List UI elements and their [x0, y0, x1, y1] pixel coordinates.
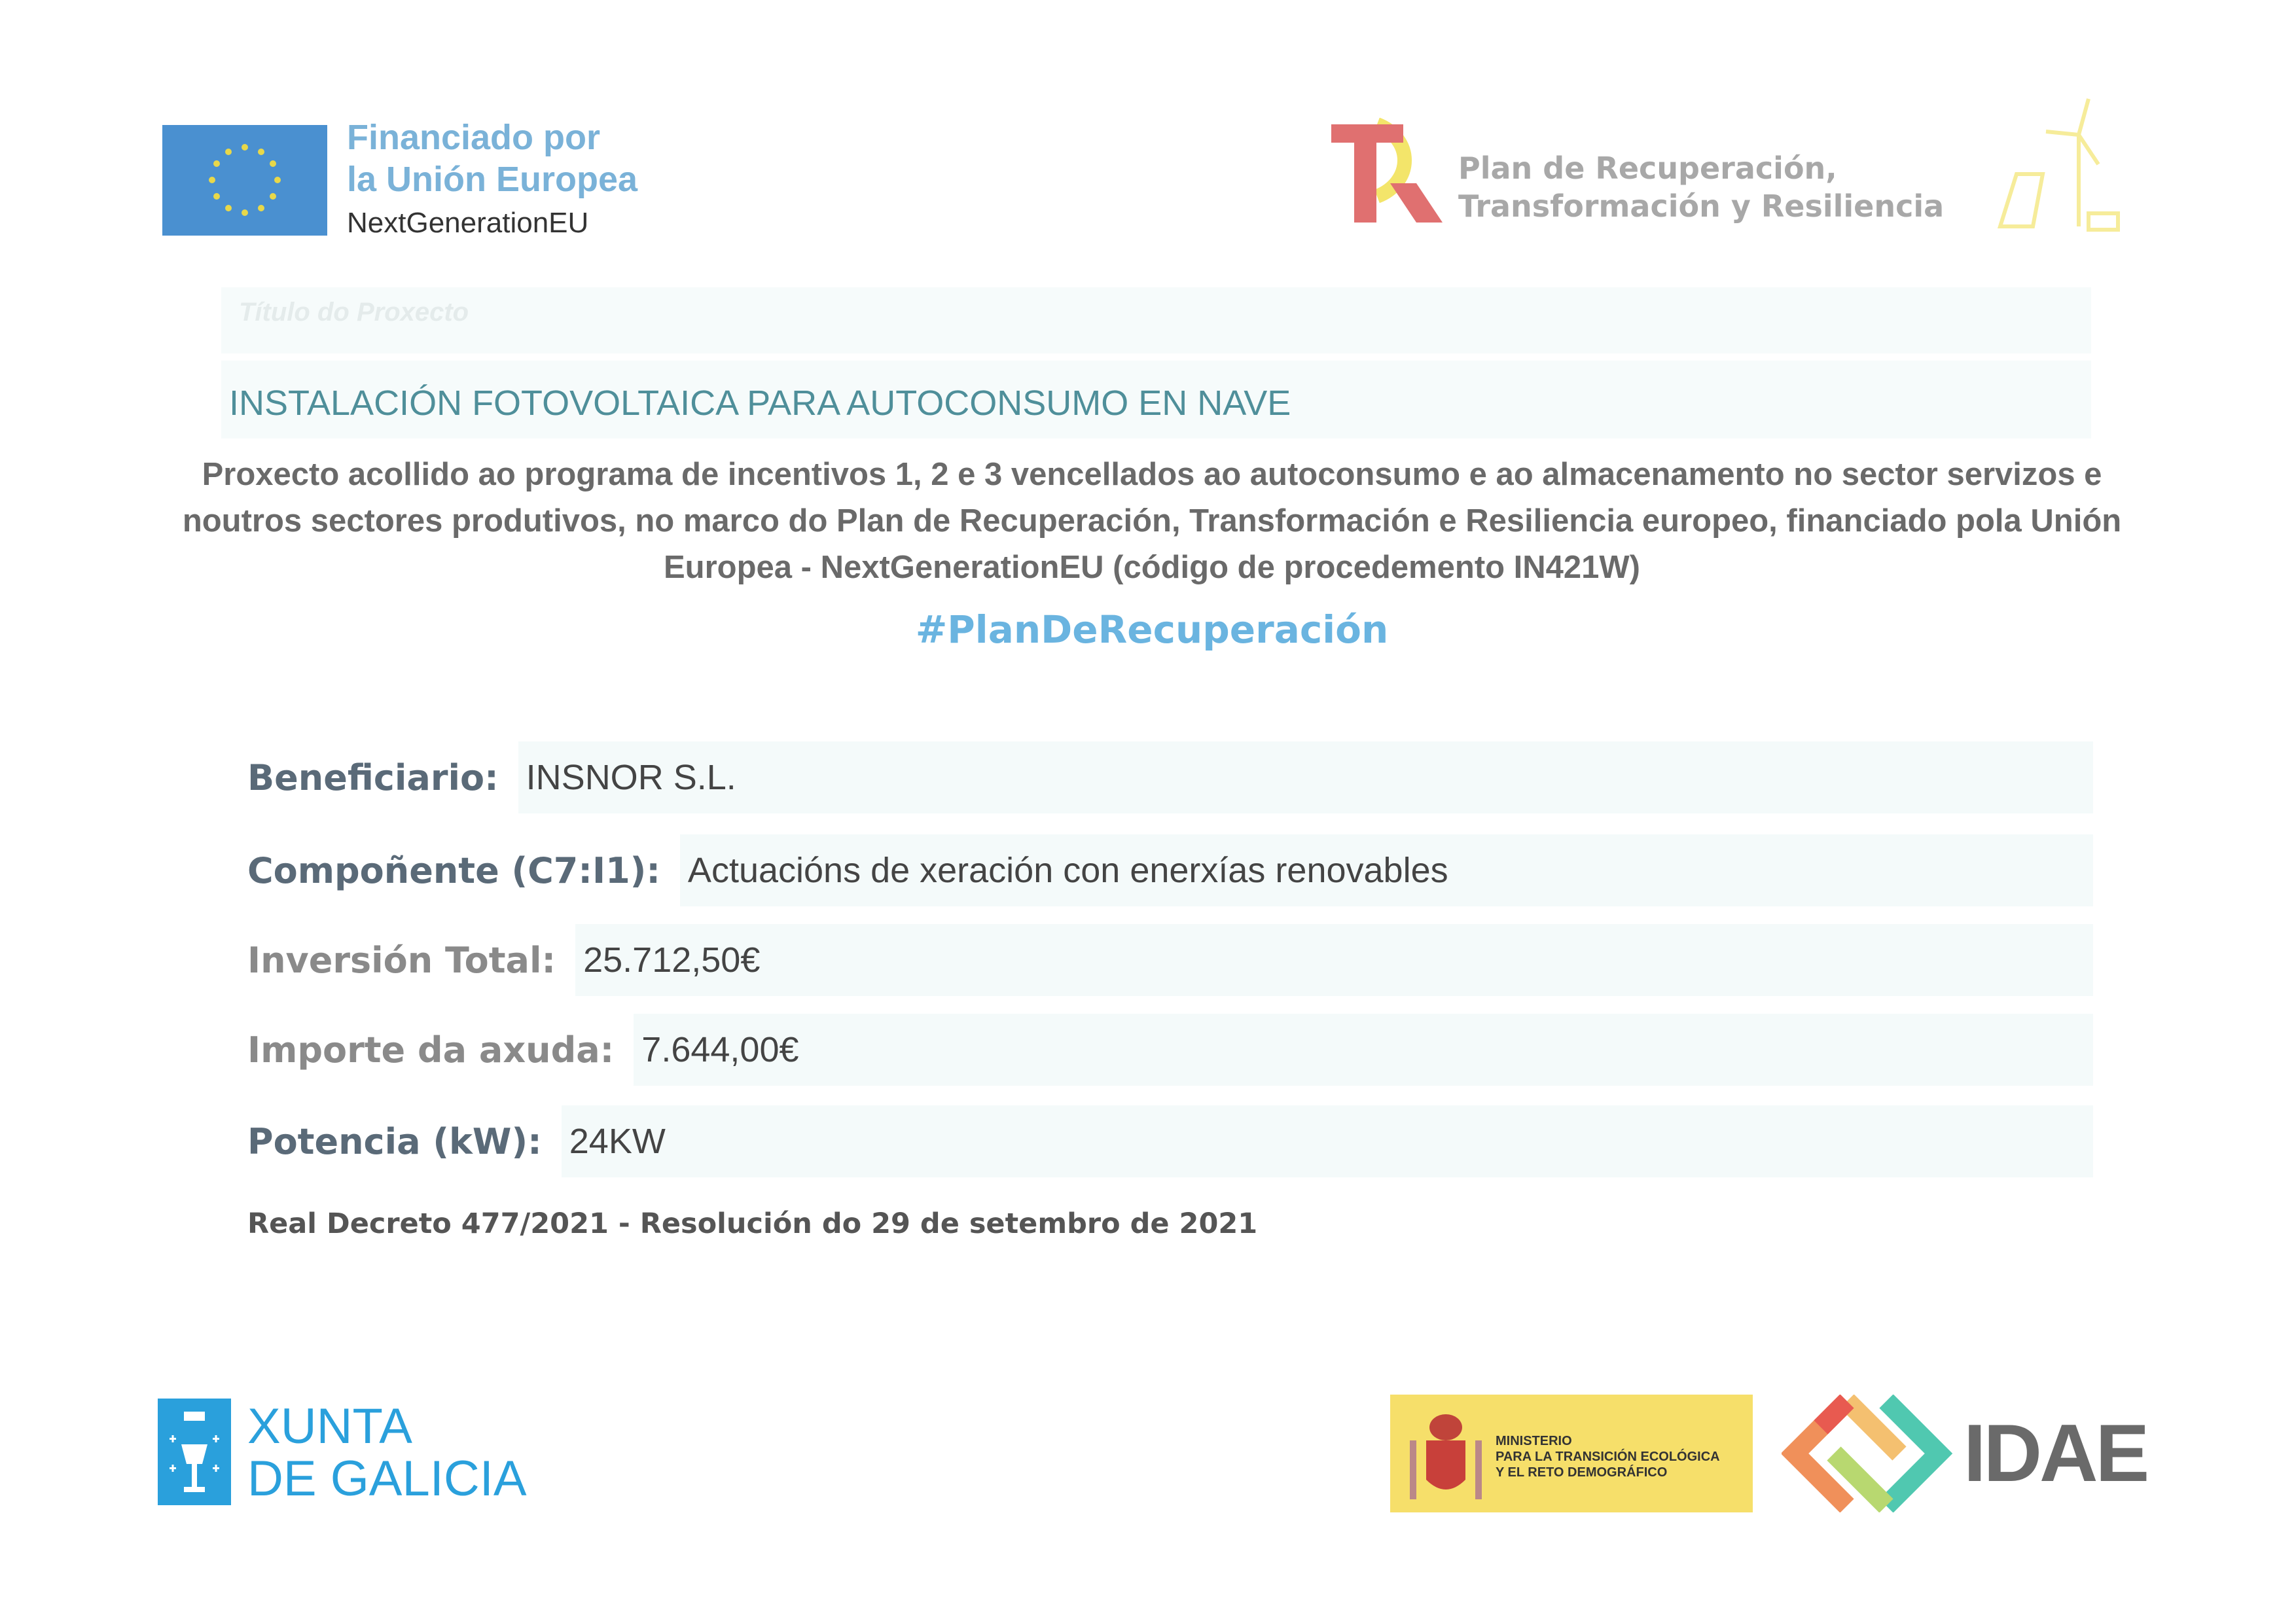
ministerio-line2: PARA LA TRANSICIÓN ECOLÓGICA [1496, 1450, 1720, 1464]
field-aid-amount [247, 1014, 2093, 1086]
field-label: Importe da axuda: [247, 1029, 615, 1071]
project-summary [170, 452, 2134, 652]
xunta-line1: XUNTA [247, 1399, 412, 1454]
legal-note: Real Decreto 477/2021 - Resolución do 29 de setembro de 2021 [247, 1207, 1258, 1240]
field-label: Potencia (kW): [247, 1120, 542, 1162]
eu-line2: la Unión Europea [347, 160, 638, 199]
idae-logo-mark [1782, 1395, 1953, 1512]
prtr-line2: Transformación y Resiliencia [1458, 188, 1945, 224]
field-total-investment [247, 924, 2093, 996]
project-name: INSTALACIÓN FOTOVOLTAICA PARA AUTOCONSUMO EN NAVE [229, 383, 1291, 423]
project-title-field [221, 287, 2091, 353]
xunta-logo-text [247, 1400, 527, 1505]
project-title-label: Título do Proxecto [239, 298, 469, 327]
prtr-logo [1318, 118, 1449, 223]
field-value: 7.644,00€ [634, 1014, 2093, 1086]
wind-solar-icon [1981, 96, 2125, 240]
project-description: Proxecto acollido ao programa de incentivos 1, 2 e 3 vencellados ao autoconsumo e ao almacenamento no sector servizos e noutros sectores produtivos, no marco do Plan de Recuperación, Transformación e Resiliencia europeo, financiado pola Unión Europea - NextGenerationEU (código de procedemento IN421W) [182, 457, 2122, 585]
ministerio-text [1496, 1433, 1720, 1480]
xunta-line2: DE GALICIA [247, 1451, 527, 1507]
field-beneficiary [247, 741, 2093, 813]
ministerio-line1: MINISTERIO [1496, 1434, 1572, 1448]
ministerio-line3: Y EL RETO DEMOGRÁFICO [1496, 1465, 1668, 1480]
field-label: Inversión Total: [247, 939, 556, 981]
prtr-line1: Plan de Recuperación, [1458, 151, 1837, 186]
field-value: 24KW [562, 1105, 2093, 1177]
hashtag: #PlanDeRecuperación [915, 607, 1389, 652]
eu-line1: Financiado por [347, 118, 601, 157]
eu-funding-text [347, 116, 637, 200]
next-generation-eu: NextGenerationEU [347, 207, 589, 239]
field-value: INSNOR S.L. [518, 741, 2093, 813]
prtr-text [1458, 149, 1944, 225]
field-value: 25.712,50€ [575, 924, 2093, 996]
field-value: Actuacións de xeración con enerxías renovables [680, 834, 2093, 906]
field-power [247, 1105, 2093, 1177]
xunta-shield-icon [158, 1399, 231, 1505]
idae-logo-text: IDAE [1964, 1408, 2147, 1499]
field-label: Compoñente (C7:I1): [247, 849, 660, 891]
eu-flag-logo [162, 125, 327, 236]
field-label: Beneficiario: [247, 757, 499, 798]
field-component [247, 834, 2093, 906]
